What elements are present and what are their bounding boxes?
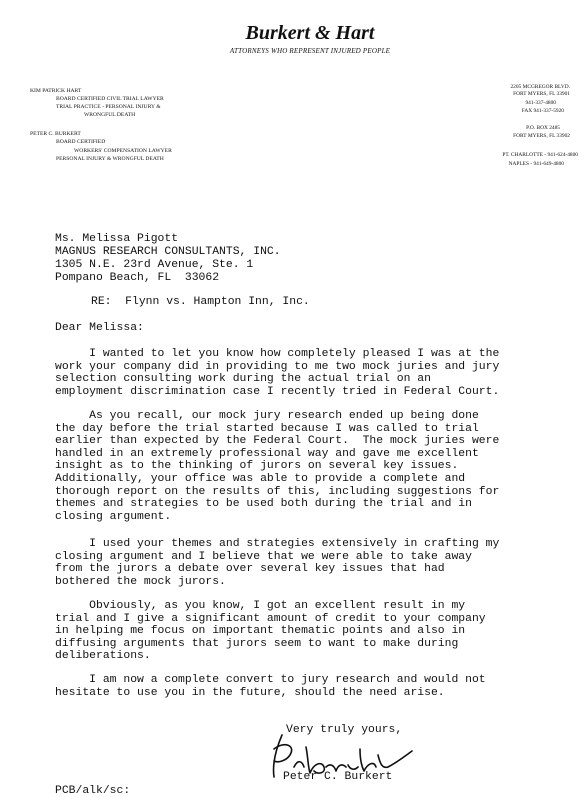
office-po-box: P.O. BOX 2485: [526, 125, 560, 131]
text-line: diffusing arguments that jurors seem to want to make during: [55, 637, 459, 650]
office-address: 2205 MCGREGOR BLVD.: [510, 84, 570, 90]
text-line: the day before the trial started because I was called to trial: [55, 422, 479, 435]
office-phone: 941-337-4800: [525, 100, 556, 106]
text-line: themes and strategies to be used both during the trial and in: [55, 498, 472, 511]
text-line: As you recall, our mock jury research ended up being done: [55, 410, 479, 422]
text-line: I used your themes and strategies extensively in crafting my: [55, 538, 500, 550]
attorney-name: PETER C. BURKERT: [30, 131, 81, 137]
text-line: insight as to the thinking of jurors on several key issues.: [55, 460, 459, 473]
body-paragraph-5: [55, 674, 555, 699]
recipient-street: 1305 N.E. 23rd Avenue, Ste. 1: [55, 259, 254, 271]
recipient-city: Pompano Beach, FL 33062: [55, 272, 220, 284]
typist-initials: PCB/alk/sc:: [55, 785, 131, 797]
text-line: selection consulting work during the actual trial on an: [55, 373, 431, 386]
office-address: FORT MYERS, FL 33901: [513, 91, 570, 97]
text-line: Obviously, as you know, I got an excellent result in my: [55, 600, 466, 612]
text-line: I am now a complete convert to jury research and would not: [55, 674, 486, 686]
attorney-credential: BOARD CERTIFIED: [56, 139, 106, 145]
text-line: work your company did in providing to me two mock juries and jury: [55, 360, 500, 373]
text-line: employment discrimination case I recently tried in Federal Court.: [55, 385, 500, 398]
text-line: trial and I give a significant amount of credit to your company: [55, 612, 486, 625]
attorney-credential: TRIAL PRACTICE - PERSONAL INJURY &: [56, 104, 161, 110]
text-line: handled in an extremely professional way and gave me excellent: [55, 447, 479, 460]
firm-name: Burkert & Hart: [245, 22, 375, 44]
text-line: from the jurors a debate over several key issues that had: [55, 563, 445, 576]
attorney-credential: PERSONAL INJURY & WRONGFUL DEATH: [56, 156, 164, 162]
attorney-credential: BOARD CERTIFIED CIVIL TRIAL LAWYER: [56, 96, 164, 102]
text-line: closing argument and I believe that we were able to take away: [55, 550, 472, 563]
text-line: bothered the mock jurors.: [55, 575, 226, 588]
text-line: thorough report on the results of this, including suggestions for: [55, 485, 500, 498]
text-line: closing argument.: [55, 510, 172, 523]
body-paragraph-3: [55, 538, 555, 588]
signer-name: Peter C. Burkert: [283, 771, 393, 783]
recipient-name: Ms. Melissa Pigott: [55, 233, 179, 245]
text-line: Additionally, your office was able to provide a complete and: [55, 472, 466, 485]
office-fax: FAX 941-337-5920: [521, 108, 564, 114]
closing: Very truly yours,: [286, 724, 403, 736]
attorney-name: KIM PATRICK HART: [30, 88, 82, 94]
firm-tagline: ATTORNEYS WHO REPRESENT INJURED PEOPLE: [229, 47, 391, 55]
body-paragraph-2: [55, 410, 555, 523]
re-line: RE: Flynn vs. Hampton Inn, Inc.: [91, 296, 310, 308]
salutation: Dear Melissa:: [55, 322, 144, 334]
attorney-credential: WRONGFUL DEATH: [84, 112, 136, 118]
text-line: earlier than expected by the Federal Court. The mock juries were: [55, 435, 500, 448]
text-line: I wanted to let you know how completely pleased I was at the: [55, 348, 500, 360]
attorney-credential: WORKERS' COMPENSATION LAWYER: [74, 148, 172, 154]
text-line: in helping me focus on important thematic points and also in: [55, 625, 466, 638]
office-branch: PT. CHARLOTTE - 941-624-4800: [502, 152, 578, 158]
office-branch: NAPLES - 941-649-4800: [508, 161, 564, 167]
office-po-city: FORT MYERS, FL 33902: [513, 133, 570, 139]
text-line: deliberations.: [55, 650, 151, 663]
text-line: hesitate to use you in the future, should the need arise.: [55, 686, 445, 699]
body-paragraph-1: [55, 348, 555, 398]
recipient-company: MAGNUS RESEARCH CONSULTANTS, INC.: [55, 246, 281, 258]
body-paragraph-4: [55, 600, 555, 663]
